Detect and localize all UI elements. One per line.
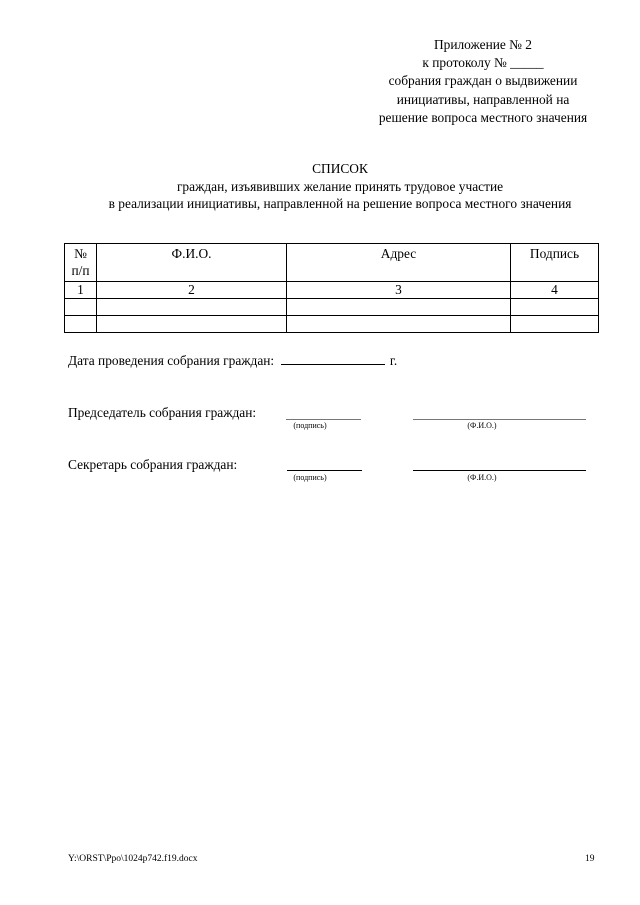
table-cell[interactable] bbox=[511, 316, 599, 333]
chairman-name-line[interactable] bbox=[413, 419, 586, 420]
table-cell[interactable] bbox=[65, 299, 97, 316]
secretary-signature-caption: (подпись) bbox=[293, 473, 327, 482]
meeting-date-line bbox=[68, 353, 397, 369]
secretary-signature-line[interactable] bbox=[287, 470, 362, 471]
appendix-line: Приложение № 2 bbox=[433, 37, 533, 52]
table-cell[interactable] bbox=[65, 316, 97, 333]
header-number-symbol: № bbox=[74, 246, 87, 261]
appendix-block bbox=[340, 36, 626, 127]
participants-table bbox=[64, 243, 599, 333]
title-heading: СПИСОК bbox=[312, 161, 368, 176]
column-number: 1 bbox=[65, 282, 97, 299]
meeting-date-label: Дата проведения собрания граждан: bbox=[68, 353, 275, 368]
appendix-line: решение вопроса местного значения bbox=[378, 109, 588, 125]
column-number-row bbox=[65, 282, 599, 299]
secretary-name-line[interactable] bbox=[413, 470, 586, 471]
table-cell[interactable] bbox=[97, 316, 287, 333]
appendix-line: к протоколу № _____ bbox=[422, 55, 544, 71]
column-number: 4 bbox=[511, 282, 599, 299]
footer-file-path: Y:\ORST\Ppo\1024p742.f19.docx bbox=[68, 854, 198, 864]
header-address: Адрес bbox=[287, 244, 511, 282]
table-row bbox=[65, 316, 599, 333]
appendix-line: инициативы, направленной на bbox=[396, 91, 570, 107]
meeting-date-suffix: г. bbox=[389, 353, 398, 368]
footer-page-number: 19 bbox=[585, 854, 595, 864]
header-number-pp: п/п bbox=[71, 263, 90, 278]
table-header-row bbox=[65, 244, 599, 282]
chairman-signature-caption: (подпись) bbox=[293, 421, 327, 430]
title-line: граждан, изъявивших желание принять трудовое участие bbox=[176, 178, 504, 194]
chairman-label: Председатель собрания граждан: bbox=[68, 405, 257, 420]
table-cell[interactable] bbox=[287, 299, 511, 316]
meeting-date-blank[interactable] bbox=[281, 353, 385, 365]
document-title bbox=[20, 160, 640, 213]
appendix-line: собрания граждан о выдвижении bbox=[388, 73, 578, 89]
header-fio: Ф.И.О. bbox=[97, 244, 287, 282]
column-number: 2 bbox=[97, 282, 287, 299]
table-row bbox=[65, 299, 599, 316]
table-cell[interactable] bbox=[511, 299, 599, 316]
header-signature: Подпись bbox=[511, 244, 599, 282]
secretary-name-caption: (Ф.И.О.) bbox=[467, 473, 497, 482]
column-number: 3 bbox=[287, 282, 511, 299]
table-cell[interactable] bbox=[97, 299, 287, 316]
chairman-name-caption: (Ф.И.О.) bbox=[467, 421, 497, 430]
header-number bbox=[65, 244, 97, 282]
chairman-signature-line[interactable] bbox=[286, 419, 361, 420]
secretary-label: Секретарь собрания граждан: bbox=[68, 457, 238, 472]
table-cell[interactable] bbox=[287, 316, 511, 333]
title-line: в реализации инициативы, направленной на решение вопроса местного значения bbox=[108, 196, 572, 211]
